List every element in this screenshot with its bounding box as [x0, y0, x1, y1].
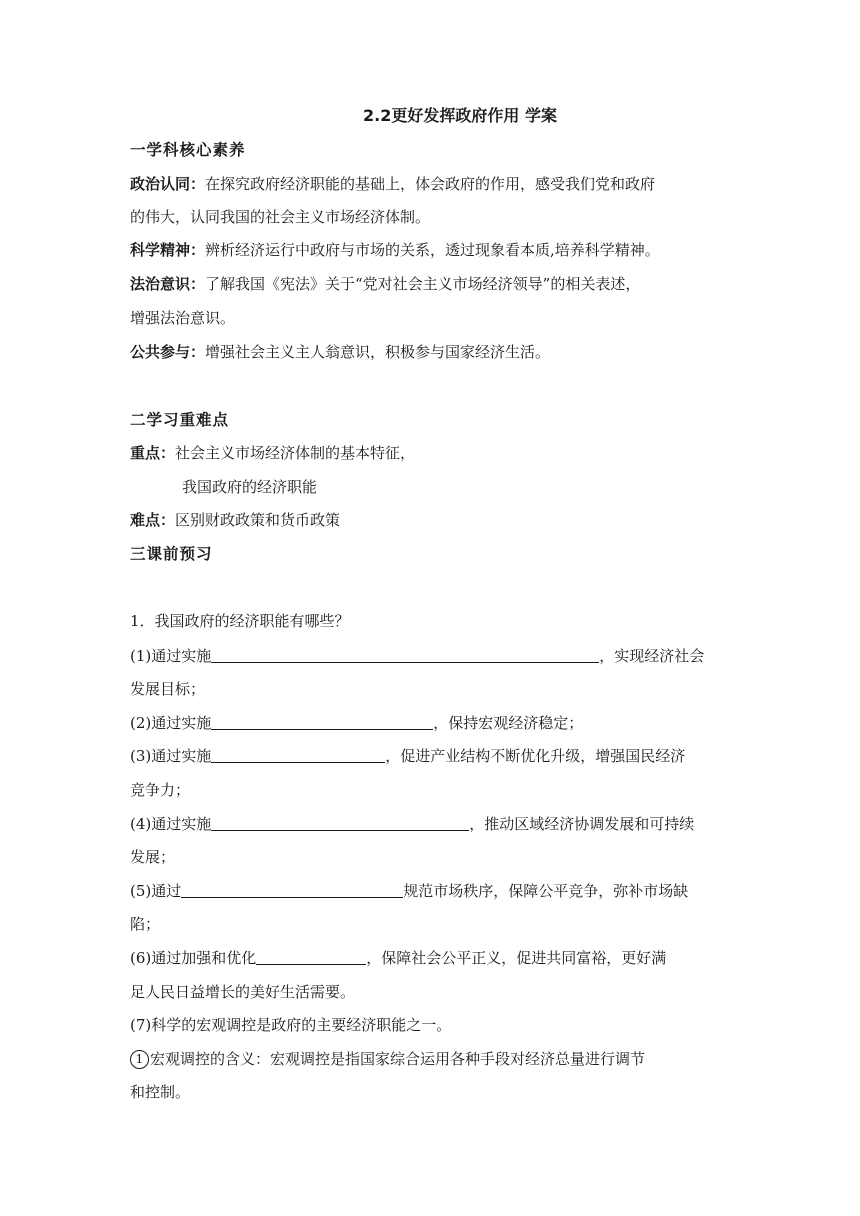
key-point-line [130, 441, 415, 465]
public-participation-text: 增强社会主义主人翁意识，积极参与国家经济生活。 [205, 343, 551, 361]
item-3-continued: 竞争力； [130, 781, 191, 799]
item-2-line [130, 711, 583, 735]
political-identity-text: 在探究政府经济职能的基础上，体会政府的作用，感受我们党和政府 [205, 175, 656, 193]
item-5-suffix: 规范市场秩序，保障公平竞争，弥补市场缺 [403, 882, 689, 900]
political-identity-continued: 的伟大，认同我国的社会主义市场经济体制。 [130, 208, 431, 226]
key-point-label: 重点： [130, 444, 176, 462]
item-6-continued: 足人民日益增长的美好生活需要。 [130, 983, 356, 1001]
question-1: 1．我国政府的经济职能有哪些？ [130, 612, 350, 630]
political-identity-label: 政治认同： [130, 175, 206, 193]
item-5-line [130, 879, 688, 903]
item-1-prefix: (1)通过实施 [130, 647, 212, 665]
rule-of-law-text: 了解我国《宪法》关于“党对社会主义市场经济领导”的相关表述， [205, 275, 641, 293]
item-2-blank[interactable] [211, 712, 433, 730]
key-point-continued: 我国政府的经济职能 [182, 478, 318, 496]
item-5-prefix: (5)通过 [130, 882, 182, 900]
rule-of-law-line [130, 272, 640, 296]
item-1-suffix: ，实现经济社会 [599, 647, 705, 665]
page-title: 2.2更好发挥政府作用 学案 [363, 106, 557, 125]
rule-of-law-continued: 增强法治意识。 [130, 309, 236, 327]
section-heading-core-literacy: 一学科核心素养 [130, 141, 246, 159]
difficulty-label: 难点： [130, 511, 176, 529]
item-2-suffix: ，保持宏观经济稳定； [433, 714, 584, 732]
item-6-line [130, 946, 666, 970]
item-3-blank[interactable] [211, 745, 385, 763]
section-heading-key-points: 二学习重难点 [130, 411, 230, 429]
difficulty-line [130, 508, 340, 532]
item-3-prefix: (3)通过实施 [130, 747, 212, 765]
key-point-text: 社会主义市场经济体制的基本特征， [175, 444, 416, 462]
item-4-suffix: ，推动区域经济协调发展和可持续 [469, 815, 695, 833]
item-7a-continued: 和控制。 [130, 1083, 191, 1101]
scientific-spirit-line [130, 238, 660, 262]
item-3-suffix: ，促进产业结构不断优化升级，增强国民经济 [385, 747, 686, 765]
public-participation-label: 公共参与： [130, 343, 206, 361]
political-identity-line [130, 172, 655, 196]
public-participation-line [130, 340, 550, 364]
item-1-continued: 发展目标； [130, 680, 206, 698]
item-5-continued: 陷； [130, 915, 161, 933]
item-4-line [130, 812, 694, 836]
difficulty-text: 区别财政政策和货币政策 [175, 511, 341, 529]
item-1-line [130, 644, 704, 668]
item-1-blank[interactable] [211, 645, 599, 663]
section-heading-preview: 三课前预习 [130, 545, 213, 563]
scientific-spirit-text: 辨析经济运行中政府与市场的关系，透过现象看本质,培养科学精神。 [205, 241, 660, 259]
item-6-suffix: ，保障社会公平正义，促进共同富裕，更好满 [366, 949, 667, 967]
scientific-spirit-label: 科学精神： [130, 241, 206, 259]
item-6-blank[interactable] [256, 947, 366, 965]
item-5-blank[interactable] [181, 880, 403, 898]
item-4-prefix: (4)通过实施 [130, 815, 212, 833]
item-2-prefix: (2)通过实施 [130, 714, 212, 732]
item-3-line [130, 744, 685, 768]
item-4-continued: 发展； [130, 848, 176, 866]
item-7-line: (7)科学的宏观调控是政府的主要经济职能之一。 [130, 1016, 452, 1034]
circled-number-1: 1 [130, 1050, 149, 1069]
item-7a-text: 宏观调控的含义：宏观调控是指国家综合运用各种手段对经济总量进行调节 [150, 1050, 646, 1068]
item-6-prefix: (6)通过加强和优化 [130, 949, 257, 967]
rule-of-law-label: 法治意识： [130, 275, 206, 293]
item-4-blank[interactable] [211, 813, 469, 831]
item-7a-line [130, 1047, 645, 1071]
